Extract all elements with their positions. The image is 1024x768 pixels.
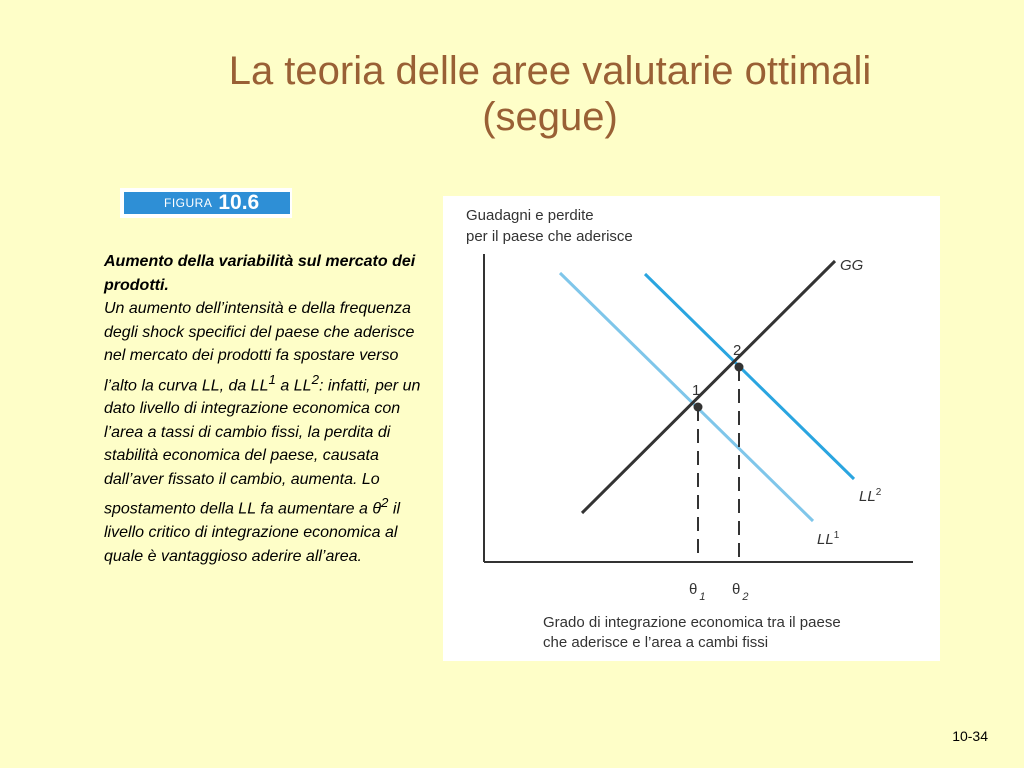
- ll2-label-sup: 2: [875, 487, 882, 498]
- gg-label: GG: [840, 257, 864, 274]
- title-line-1: La teoria delle aree valutarie ottimali: [228, 49, 872, 93]
- caption-sup-1: 1: [268, 371, 276, 387]
- caption-text-2: a LL: [275, 376, 312, 394]
- caption-sup-3: 2: [381, 495, 389, 511]
- figure-caption: [104, 250, 434, 568]
- x-axis-label-line-1: Grado di integrazione economica tra il paese: [543, 614, 841, 631]
- figure-label: [120, 188, 292, 218]
- y-axis-label-line-1: Guadagni e perdite: [466, 207, 594, 224]
- theta2-sub: 2: [742, 591, 749, 603]
- caption-body: [104, 297, 434, 568]
- ll1-curve: [560, 273, 813, 521]
- x-axis-label-line-2: che aderisce e l’area a cambi fissi: [543, 634, 769, 651]
- theta1-label: [689, 581, 705, 603]
- ll1-label-sup: 1: [833, 530, 840, 541]
- theta2-symbol: θ: [732, 581, 741, 598]
- caption-text-1: Un aumento dell’intensità e della frequenza degli shock specifici del paese che aderisce nel mercato dei prodotti fa spostare verso l’alto la curva LL, da LL: [104, 300, 415, 394]
- caption-text-3: : infatti, per un dato livello di integrazione economica con l’area a tassi di cambio fissi, la perdita di stabilità economica del paese, causata dall’aver fissato il cambio, aumenta. Lo spostamento della LL fa aumentare a θ: [104, 376, 421, 518]
- theta1-symbol: θ: [689, 581, 698, 598]
- caption-sup-2: 2: [311, 371, 319, 387]
- caption-text-4: il livello critico di integrazione economica al quale è vantaggioso aderire all’area.: [104, 500, 400, 565]
- page-number: 10-34: [952, 728, 988, 744]
- theta2-label: [732, 581, 748, 603]
- caption-title: Aumento della variabilità sul mercato dei prodotti.: [104, 253, 416, 294]
- point-1-marker: [694, 403, 703, 412]
- diagram-panel: [443, 196, 940, 661]
- ll2-label-base: LL: [859, 488, 876, 505]
- figure-label-band: [124, 192, 290, 214]
- point-1-label: 1: [692, 382, 701, 399]
- slide-title: [160, 48, 940, 140]
- figure-label-number: 10.6: [218, 191, 260, 214]
- point-2-marker: [735, 363, 744, 372]
- ll2-label: [859, 487, 882, 505]
- diagram-svg: [443, 196, 940, 661]
- ll2-curve: [645, 274, 854, 479]
- point-2-label: 2: [733, 342, 742, 359]
- gg-curve: [582, 261, 835, 513]
- y-axis-label-line-2: per il paese che aderisce: [466, 228, 633, 245]
- figure-label-word: FIGURA: [164, 196, 213, 210]
- theta1-sub: 1: [699, 591, 706, 603]
- title-line-2: (segue): [482, 95, 618, 139]
- ll1-label: [817, 530, 840, 548]
- ll1-label-base: LL: [817, 531, 834, 548]
